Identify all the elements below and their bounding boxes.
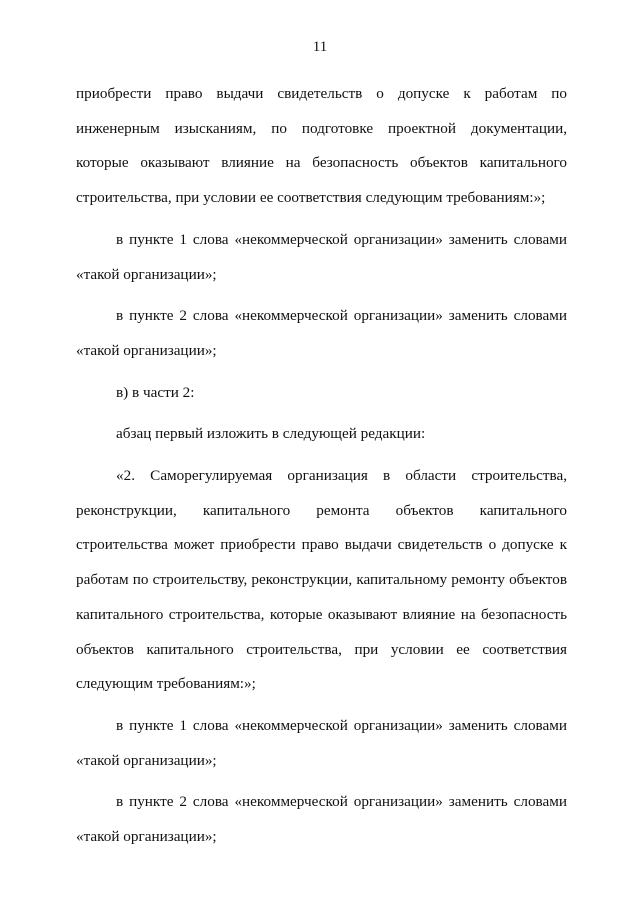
paragraph-quoted-text: «2. Саморегулируемая организация в области строительства, реконструкции, капитального ремонта объектов капитального строительства может приобрести право выдачи свидетельств о допуске к работам по строительству, реконструкции, капитальному ремонту объектов капитального строительства, которые оказывают влияние на безопасность объектов капитального строительства, при условии ее соответствия следующим требованиям:»; [76,467,567,693]
paragraph-point-1-amendment-2: в пункте 1 слова «некоммерческой организации» заменить словами «такой организации»; [76,716,567,769]
paragraph-point-2-amendment-2: в пункте 2 слова «некоммерческой организации» заменить словами «такой организации»; [76,793,567,846]
paragraph-continuation: приобрести право выдачи свидетельств о допуске к работам по инженерным изысканиям, по подготовке проектной документации, которые оказывают влияние на безопасность объектов капитального строительства, при условии ее соответствия следующим требованиям:»; [76,85,567,207]
paragraph-part-2-heading: в) в части 2: [116,383,195,401]
document-body [76,77,567,855]
paragraph-point-1-amendment: в пункте 1 слова «некоммерческой организации» заменить словами «такой организации»; [76,230,567,283]
paragraph-first-abzac-instruction: абзац первый изложить в следующей редакции: [116,425,426,443]
page-number: 11 [312,39,328,55]
paragraph-point-2-amendment: в пункте 2 слова «некоммерческой организации» заменить словами «такой организации»; [76,307,567,359]
